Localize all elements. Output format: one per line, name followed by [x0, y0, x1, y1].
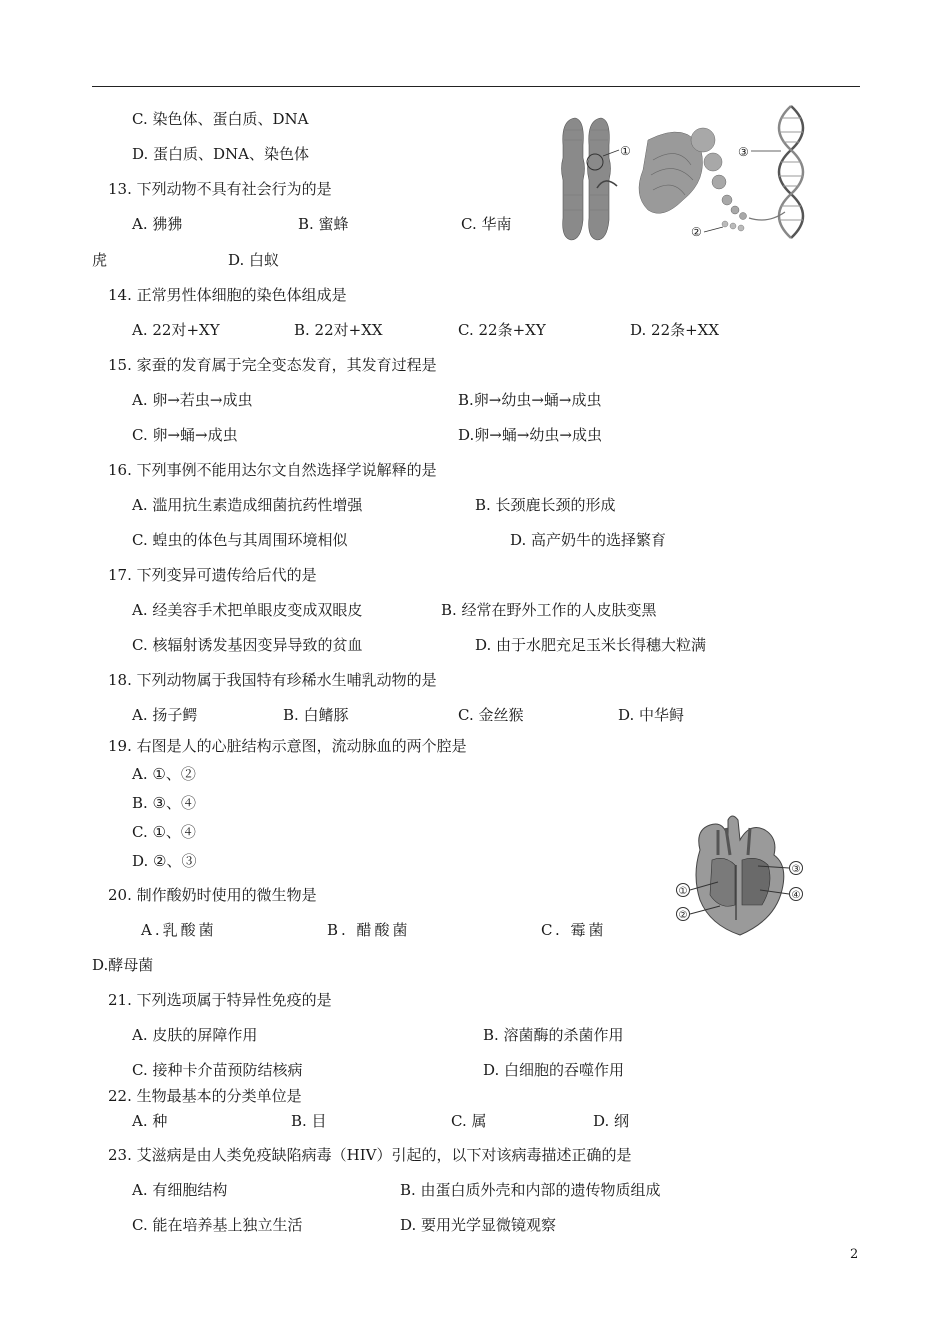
- q23-option-c: C. 能在培养基上独立生活: [132, 1216, 303, 1234]
- q20-option-a: A.乳酸菌: [141, 921, 217, 939]
- q17-stem: 17. 下列变异可遗传给后代的是: [108, 566, 317, 584]
- q16-stem: 16. 下列事例不能用达尔文自然选择学说解释的是: [108, 461, 437, 479]
- q19-option-b: B. ③、④: [132, 794, 197, 812]
- q13-option-c-cont: 虎: [92, 251, 108, 269]
- q17-option-c: C. 核辐射诱发基因变异导致的贫血: [132, 636, 363, 654]
- chromosome-label-1: ①: [620, 144, 631, 158]
- q16-option-d: D. 高产奶牛的选择繁育: [510, 531, 667, 549]
- heart-label-3: ③: [791, 864, 801, 875]
- q23-option-d: D. 要用光学显微镜观察: [400, 1216, 557, 1234]
- q13-option-c: C. 华南: [461, 215, 512, 233]
- q14-stem: 14. 正常男性体细胞的染色体组成是: [108, 286, 347, 304]
- q20-option-d: D.酵母菌: [92, 956, 154, 974]
- q22-stem: 22. 生物最基本的分类单位是: [108, 1087, 302, 1105]
- q20-option-b: B. 醋酸菌: [327, 921, 411, 939]
- q19-option-d: D. ②、③: [132, 852, 197, 870]
- q23-option-b: B. 由蛋白质外壳和内部的遗传物质组成: [400, 1181, 661, 1199]
- q13-option-b: B. 蜜蜂: [298, 215, 349, 233]
- q22-option-b: B. 目: [291, 1112, 327, 1130]
- q15-option-c: C. 卵→蛹→成虫: [132, 426, 238, 444]
- q17-option-a: A. 经美容手术把单眼皮变成双眼皮: [132, 601, 363, 619]
- q23-stem: 23. 艾滋病是由人类免疫缺陷病毒（HIV）引起的，以下对该病毒描述正确的是: [108, 1146, 632, 1164]
- heart-label-1: ①: [678, 886, 688, 897]
- q21-option-c: C. 接种卡介苗预防结核病: [132, 1061, 303, 1079]
- chromosome-label-3: ③: [738, 145, 749, 159]
- q14-option-b: B. 22对+XX: [294, 321, 383, 339]
- q14-option-c: C. 22条+XY: [458, 321, 546, 339]
- q21-option-a: A. 皮肤的屏障作用: [132, 1026, 258, 1044]
- q15-option-a: A. 卵→若虫→成虫: [132, 391, 253, 409]
- q21-stem: 21. 下列选项属于特异性免疫的是: [108, 991, 332, 1009]
- q18-option-c: C. 金丝猴: [458, 706, 524, 724]
- q16-option-c: C. 蝗虫的体色与其周围环境相似: [132, 531, 348, 549]
- q19-option-c: C. ①、④: [132, 823, 196, 841]
- q18-stem: 18. 下列动物属于我国特有珍稀水生哺乳动物的是: [108, 671, 437, 689]
- q16-option-b: B. 长颈鹿长颈的形成: [475, 496, 616, 514]
- q15-option-b: B.卵→幼虫→蛹→成虫: [458, 391, 602, 409]
- q14-option-a: A. 22对+XY: [132, 321, 220, 339]
- q22-option-c: C. 属: [451, 1112, 487, 1130]
- chromosome-dna-figure: [553, 100, 815, 246]
- q12-option-c: C. 染色体、蛋白质、DNA: [132, 110, 309, 128]
- q23-option-a: A. 有细胞结构: [132, 1181, 228, 1199]
- q18-option-d: D. 中华鲟: [618, 706, 685, 724]
- q18-option-a: A. 扬子鳄: [132, 706, 198, 724]
- heart-label-2: ②: [678, 910, 688, 921]
- q13-stem: 13. 下列动物不具有社会行为的是: [108, 180, 332, 198]
- q20-option-c: C. 霉菌: [541, 921, 607, 939]
- q17-option-d: D. 由于水肥充足玉米长得穗大粒满: [475, 636, 707, 654]
- header-rule: [92, 86, 860, 87]
- heart-label-4: ④: [791, 890, 801, 901]
- q22-option-a: A. 种: [132, 1112, 168, 1130]
- q17-option-b: B. 经常在野外工作的人皮肤变黑: [441, 601, 657, 619]
- q13-option-d: D. 白蚁: [228, 251, 280, 269]
- q15-stem: 15. 家蚕的发育属于完全变态发育，其发育过程是: [108, 356, 437, 374]
- q19-stem: 19. 右图是人的心脏结构示意图，流动脉血的两个腔是: [108, 737, 467, 755]
- q22-option-d: D. 纲: [593, 1112, 630, 1130]
- q15-option-d: D.卵→蛹→幼虫→成虫: [458, 426, 602, 444]
- q21-option-b: B. 溶菌酶的杀菌作用: [483, 1026, 624, 1044]
- q20-stem: 20. 制作酸奶时使用的微生物是: [108, 886, 317, 904]
- q16-option-a: A. 滥用抗生素造成细菌抗药性增强: [132, 496, 363, 514]
- q12-option-d: D. 蛋白质、DNA、染色体: [132, 145, 310, 163]
- heart-figure: [670, 810, 815, 942]
- q21-option-d: D. 白细胞的吞噬作用: [483, 1061, 625, 1079]
- page-number: 2: [850, 1247, 859, 1262]
- q19-option-a: A. ①、②: [132, 765, 196, 783]
- q13-option-a: A. 狒狒: [132, 215, 183, 233]
- q14-option-d: D. 22条+XX: [630, 321, 720, 339]
- q18-option-b: B. 白鳍豚: [283, 706, 349, 724]
- chromosome-label-2: ②: [691, 225, 702, 239]
